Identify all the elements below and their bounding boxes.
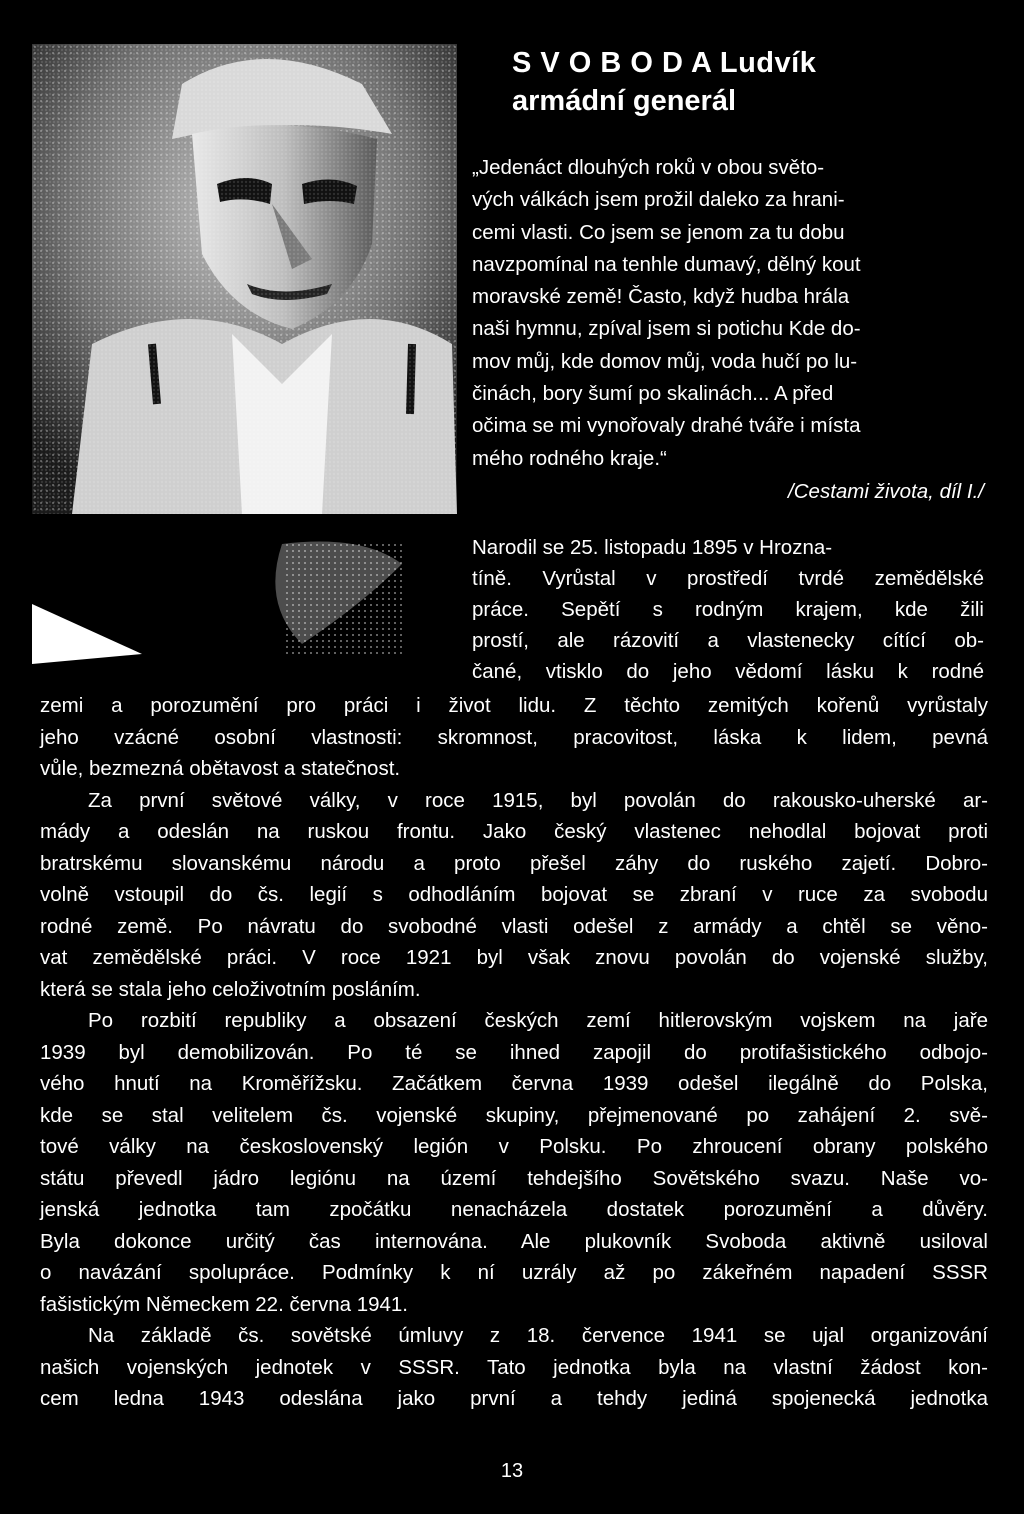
bio-line: státu převedl jádro legiónu na území tehdejšího Sovětského svazu. Naše vo- [40, 1166, 988, 1190]
bio-line: Narodil se 25. listopadu 1895 v Hrozna- [472, 536, 833, 559]
bio-line: zemi a porozumění pro práci i život lidu. Z těchto zemitých kořenů vyrůstaly [40, 694, 988, 717]
biography-intro [472, 532, 984, 687]
bio-line: mády a odeslán na ruskou frontu. Jako český vlastenec nehodlal bojovat proti [40, 820, 988, 843]
quote-line: „Jedenáct dlouhých roků v obou světo- [472, 156, 825, 179]
bio-line: jenská jednotka tam zpočátku nenacházela dostatek porozumění a důvěry. [40, 1198, 988, 1221]
bio-line: tíně. Vyrůstal v prostředí tvrdé zemědělské [472, 567, 984, 590]
bio-line: Na základě čs. sovětské úmluvy z 18. července 1941 se ujal organizování [88, 1324, 988, 1347]
bio-line: jeho vzácné osobní vlastnosti: skromnost, pracovitost, láska k lidem, pevná [40, 725, 988, 749]
bio-line: vůle, bezmezná obětavost a statečnost. [40, 757, 401, 780]
bio-line: kde se stal velitelem čs. vojenské skupiny, přejmenované po zahájení 2. svě- [40, 1103, 988, 1127]
quote-block [472, 152, 984, 508]
quote-line: cemi vlasti. Co jsem se jenom za tu dobu [472, 220, 845, 244]
quote-line: mov můj, kde domov můj, voda hučí po lu- [472, 349, 858, 373]
bio-line: Byla dokonce určitý čas internována. Ale plukovník Svoboda aktivně usiloval [40, 1229, 988, 1253]
bio-line: která se stala jeho celoživotním posláním. [40, 977, 421, 1001]
bio-line: tové války na československý legión v Polsku. Po zhroucení obrany polského [40, 1135, 988, 1158]
person-name: S V O B O D A Ludvík [512, 47, 817, 79]
bio-line: prostí, ale rázovití a vlastenecky cítící ob- [472, 629, 984, 652]
quote-line: činách, bory šumí po skalinách... A před [472, 382, 834, 406]
quote-line: mého rodného kraje.“ [472, 446, 667, 470]
bio-line: 1939 byl demobilizován. Po té se ihned zapojil do protifašistického odbojo- [40, 1040, 988, 1064]
quote-line: očima se mi vynořovaly drahé tváře i místa [472, 414, 861, 438]
bio-line: volně vstoupil do čs. legií s odhodláním bojovat se zbraní v ruce za svobodu [40, 883, 988, 906]
bio-line: fašistickým Německem 22. června 1941. [40, 1292, 408, 1316]
bio-line: vat zemědělské práci. V roce 1921 byl však znovu povolán do vojenské služby, [40, 946, 988, 969]
bio-line: čané, vtisklo do jeho vědomí lásku k rodné [472, 660, 984, 683]
person-rank: armádní generál [512, 85, 737, 117]
bio-line: Za první světové války, v roce 1915, byl povolán do rakousko-uherské ar- [88, 788, 988, 812]
quote-line: naši hymnu, zpíval jsem si potichu Kde do- [472, 317, 861, 341]
biography-body [40, 690, 988, 1415]
title-block [512, 44, 816, 120]
bio-line: vého hnutí na Kroměřížsku. Začátkem června 1939 odešel ilegálně do Polska, [40, 1072, 988, 1095]
quote-source: /Cestami života, díl I./ [788, 479, 984, 503]
bio-line: našich vojenských jednotek v SSSR. Tato jednotka byla na vlastní žádost kon- [40, 1355, 988, 1379]
bio-line: rodné země. Po návratu do svobodné vlasti odešel z armády a chtěl se věno- [40, 914, 988, 938]
bio-line: cem ledna 1943 odeslána jako první a tehdy jediná spojenecká jednotka [40, 1387, 988, 1410]
quote-line: moravské země! Často, když hudba hrála [472, 285, 850, 309]
page-number: 13 [500, 1460, 524, 1482]
portrait-photo [32, 44, 457, 694]
bio-line: o navázání spolupráce. Podmínky k ní uzrály až po zákeřném napadení SSSR [40, 1261, 988, 1284]
quote-line: navzpomínal na tenhle dumavý, dělný kout [472, 252, 861, 276]
bio-line: Po rozbití republiky a obsazení českých zemí hitlerovským vojskem na jaře [88, 1009, 988, 1032]
bio-line: práce. Sepětí s rodným krajem, kde žili [472, 598, 984, 621]
quote-line: vých válkách jsem prožil daleko za hrani- [472, 188, 845, 212]
bio-line: bratrskému slovanskému národu a proto přešel záhy do ruského zajetí. Dobro- [40, 851, 988, 875]
